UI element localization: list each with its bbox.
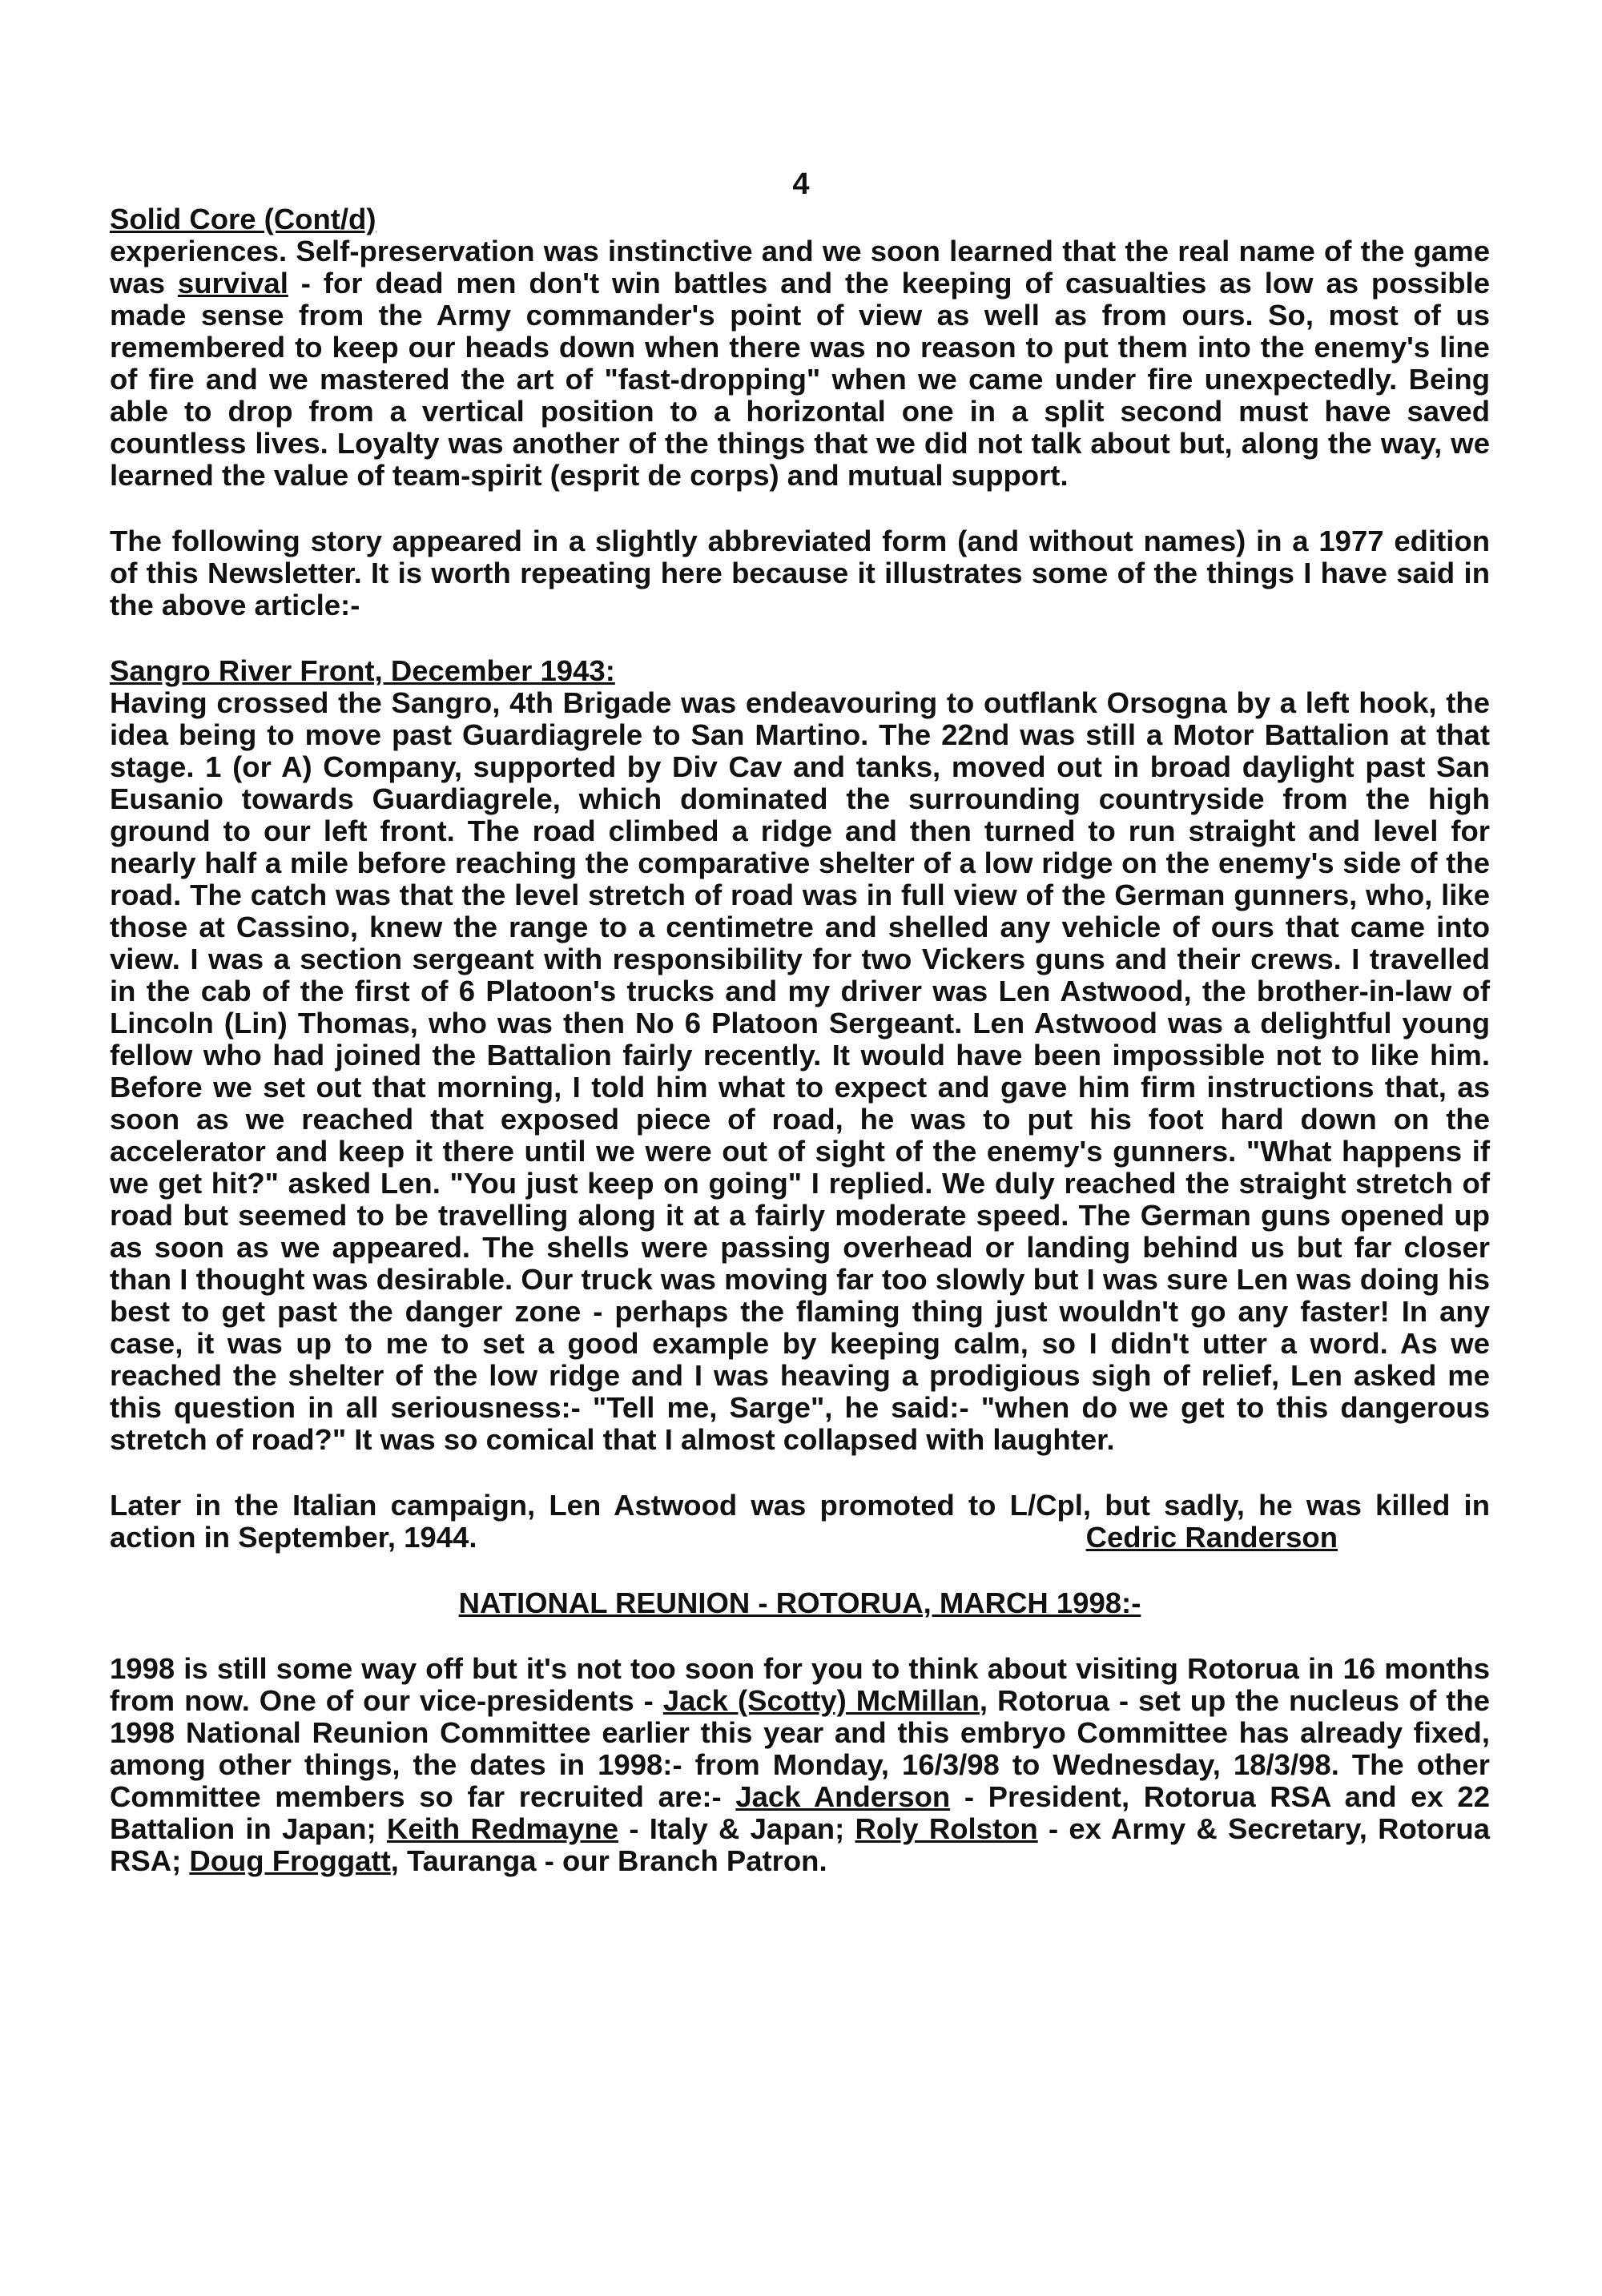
- sangro-story-paragraph: Having crossed the Sangro, 4th Brigade was endeavouring to outflank Orsogna by a left hook, the idea being to move past Guardiagrele to San Martino. The 22nd was still a Motor Battalion at that stage. 1 (or A) Company, supported by Div Cav and tanks, moved out in broad daylight past San Eusanio towards Guardiagrele, which dominated the surrounding countryside from the high ground to our left front. The road climbed a ridge and then turned to run straight and level for nearly half a mile before reaching the comparative shelter of a low ridge on the enemy's side of the road. The catch was that the level stretch of road was in full view of the German gunners, who, like those at Cassino, knew the range to a centimetre and shelled any vehicle of ours that came into view. I was a section sergeant with responsibility for two Vickers guns and their crews. I travelled in the cab of the first of 6 Platoon's trucks and my driver was Len Astwood, the brother-in-law of Lincoln (Lin) Thomas, who was then No 6 Platoon Sergeant. Len Astwood was a delightful young fellow who had joined the Battalion fairly recently. It would have been impossible not to like him. Before we set out that morning, I told him what to expect and gave him firm instructions that, as soon as we reached that exposed piece of road, he was to put his foot hard down on the accelerator and keep it there until we were out of sight of the enemy's gunners. "What happens if we get hit?" asked Len. "You just keep on going" I replied. We duly reached the straight stretch of road but seemed to be travelling along it at a fairly moderate speed. The German guns opened up as soon as we appeared. The shells were passing overhead or landing behind us but far closer than I thought was desirable. Our truck was moving far too slowly but I was sure Len was doing his best to get past the danger zone - perhaps the flaming thing just wouldn't go any faster! In any case, it was up to me to set a good example by keeping calm, so I didn't utter a word. As we reached the shelter of the low ridge and I was heaving a prodigious sigh of relief, Len asked me this question in all seriousness:- "Tell me, Sarge", he said:- "when do we get to this dangerous stretch of road?" It was so comical that I almost collapsed with laughter.: [110, 686, 1490, 1456]
- reunion-heading: NATIONAL REUNION - ROTORUA, MARCH 1998:-: [458, 1586, 1141, 1619]
- page-number: 4: [792, 167, 810, 201]
- later-text: Later in the Italian campaign, Len Astwood was promoted to L/Cpl, but sadly, he was killed in action in September, 1944.: [110, 1489, 1490, 1554]
- spacer: [110, 1554, 1490, 1587]
- spacer: [110, 1619, 1490, 1653]
- name-roly-rolston: Roly Rolston: [855, 1812, 1038, 1845]
- solid-core-heading: Solid Core (Cont/d): [110, 203, 376, 235]
- intro-paragraph: The following story appeared in a slightly abbreviated form (and without names) in a 1977 edition of this Newsletter. It is worth repeating here because it illustrates some of the things I have said in the above article:-: [110, 525, 1490, 621]
- solid-core-text-2: - for dead men don't win battles and the keeping of casualties as low as possible made sense from the Army commander's point of view as well as from ours. So, most of us remembered to keep our heads down when there was no reason to put them into the enemy's line of fire and we mastered the art of "fast-dropping" when we came under fire unexpectedly. Being able to drop from a vertical position to a horizontal one in a split second must have saved countless lives. Loyalty was another of the things that we did not talk about but, along the way, we learned the value of team-spirit (esprit de corps) and mutual support.: [110, 267, 1490, 492]
- solid-core-paragraph: [110, 235, 1490, 492]
- name-keith-redmayne: Keith Redmayne: [386, 1812, 619, 1845]
- name-jack-mcmillan: Jack (Scotty) McMillan: [662, 1684, 980, 1717]
- name-doug-froggatt: Doug Froggatt: [189, 1844, 391, 1877]
- name-jack-anderson: Jack Anderson: [735, 1780, 951, 1813]
- author-signature: Cedric Randerson: [1085, 1521, 1338, 1554]
- solid-core-text-1: experiences. Self-preservation was instinctive and we soon learned that the real name of the game was: [110, 235, 1490, 300]
- reunion-text-6: , Tauranga - our Branch Patron.: [390, 1844, 827, 1877]
- reunion-text-1: 1998 is still some way off but it's not too soon for you to think about visiting Rotorua in 16 months from now. One of our vice-presidents -: [110, 1652, 1490, 1717]
- survival-emphasis: survival: [177, 267, 288, 300]
- spacer: [110, 621, 1490, 655]
- reunion-text-5: - ex Army & Secretary, Rotorua RSA;: [110, 1812, 1491, 1877]
- reunion-text-2: , Rotorua - set up the nucleus of the 1998 National Reunion Committee earlier this year and this embryo Committee has already fixed, among other things, the dates in 1998:- from Monday, 16/3/98 to Wednesday, 18/3/98. The other Committee members so far recruited are:-: [110, 1684, 1490, 1813]
- spacer: [110, 492, 1490, 525]
- sangro-heading: Sangro River Front, December 1943:: [110, 654, 615, 687]
- reunion-paragraph: [110, 1653, 1490, 1877]
- reunion-text-4: - Italy & Japan;: [618, 1812, 855, 1845]
- reunion-text-3: - President, Rotorua RSA and ex 22 Battalion in Japan;: [110, 1780, 1490, 1845]
- spacer: [110, 1456, 1490, 1490]
